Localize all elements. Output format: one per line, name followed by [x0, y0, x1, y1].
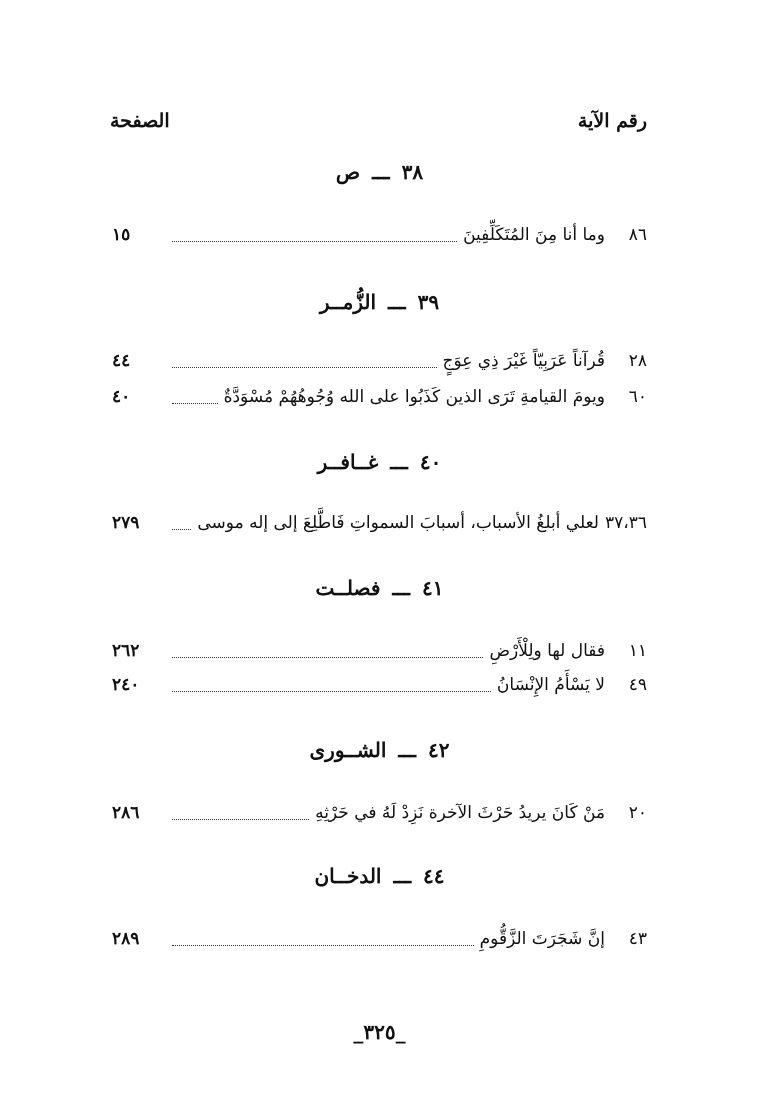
surah-name: الزُّمــر — [319, 290, 377, 314]
page-ref: ٢٧٩ — [112, 513, 140, 533]
verse-text: مَنْ كَانَ يريدُ حَرْثَ الآخرة نَزِدْ لَهُ في حَرْثِهِ — [315, 803, 605, 823]
surah-number: ٣٨ — [401, 160, 424, 184]
surah-number: ٤٤ — [423, 864, 445, 888]
index-row — [112, 222, 647, 248]
page-ref: ٢٦٢ — [112, 641, 140, 661]
surah-number: ٤١ — [421, 576, 444, 600]
verse-text: وما أنا مِنَ المُتَكَلِّفِينَ — [463, 225, 605, 245]
verse-text: ويومَ القيامةِ تَرَى الذين كَذَبُوا على الله وُجُوهُهُمْ مُسْوَدَّةٌ — [223, 387, 605, 407]
page-ref: ١٥ — [112, 225, 131, 245]
page-ref: ٢٨٩ — [112, 929, 140, 949]
verse-text: لعلي أبلغُ الأسباب، أسبابَ السمواتِ فَاطَّلِعَ إلى إله موسى — [197, 513, 599, 533]
surah-name: غــافــر — [317, 450, 379, 474]
dot-leader — [172, 391, 218, 404]
index-row — [112, 800, 647, 826]
verse-number: ١١ — [628, 641, 647, 661]
verse-number-header: رقم الآية — [577, 110, 647, 132]
page-number-footer: _٣٢٥_ — [353, 1020, 406, 1044]
surah-name: فصلــت — [315, 576, 381, 600]
index-row — [112, 384, 647, 410]
verse-text: قُرآناً عَرَبِيّاً غَيْرَ ذِي عِوَجٍ — [442, 351, 605, 371]
verse-number: ٣٧،٣٦ — [604, 513, 647, 533]
surah-heading-44: ٤٤ـــالدخــان — [314, 864, 445, 888]
verse-number: ٤٩ — [628, 675, 647, 695]
index-row — [112, 672, 647, 698]
dot-leader — [172, 807, 309, 820]
dot-leader — [172, 679, 491, 692]
surah-number: ٣٩ — [417, 290, 440, 314]
surah-heading-39: ٣٩ـــالزُّمــر — [319, 290, 440, 314]
dot-leader — [172, 355, 437, 368]
verse-number: ٢٠ — [628, 803, 647, 823]
surah-heading-40: ٤٠ـــغــافــر — [317, 450, 442, 474]
surah-number: ٤٠ — [419, 450, 442, 474]
page-ref: ٤٤ — [112, 351, 131, 371]
surah-number: ٤٢ — [427, 738, 450, 762]
index-row — [112, 348, 647, 374]
verse-text: لا يَسْأَمُ الإِنْسَانُ — [496, 675, 605, 695]
verse-text: فقال لها ولِلْأَرْضِ — [489, 641, 605, 661]
page-ref: ٢٨٦ — [112, 803, 140, 823]
verse-number: ٢٨ — [628, 351, 647, 371]
dot-leader — [172, 517, 191, 530]
verse-number: ٨٦ — [628, 225, 647, 245]
verse-number: ٤٣ — [628, 929, 647, 949]
verse-number: ٦٠ — [628, 387, 647, 407]
surah-name: الدخــان — [314, 864, 382, 888]
surah-heading-41: ٤١ـــفصلــت — [315, 576, 444, 600]
page-ref: ٢٤٠ — [112, 675, 140, 695]
surah-name: ص — [335, 160, 361, 184]
dot-leader — [172, 933, 474, 946]
surah-heading-38: ٣٨ـــص — [335, 160, 424, 184]
index-row — [112, 510, 647, 536]
index-row — [112, 926, 647, 952]
page-ref: ٤٠ — [112, 387, 131, 407]
dot-leader — [172, 645, 483, 658]
verse-text: إنَّ شَجَرَتَ الزَّقُّومِ — [479, 929, 605, 949]
page-number-header: الصفحة — [110, 110, 170, 132]
surah-heading-42: ٤٢ـــالشــورى — [309, 738, 450, 762]
surah-name: الشــورى — [309, 738, 387, 762]
index-row — [112, 638, 647, 664]
dot-leader — [172, 229, 457, 242]
